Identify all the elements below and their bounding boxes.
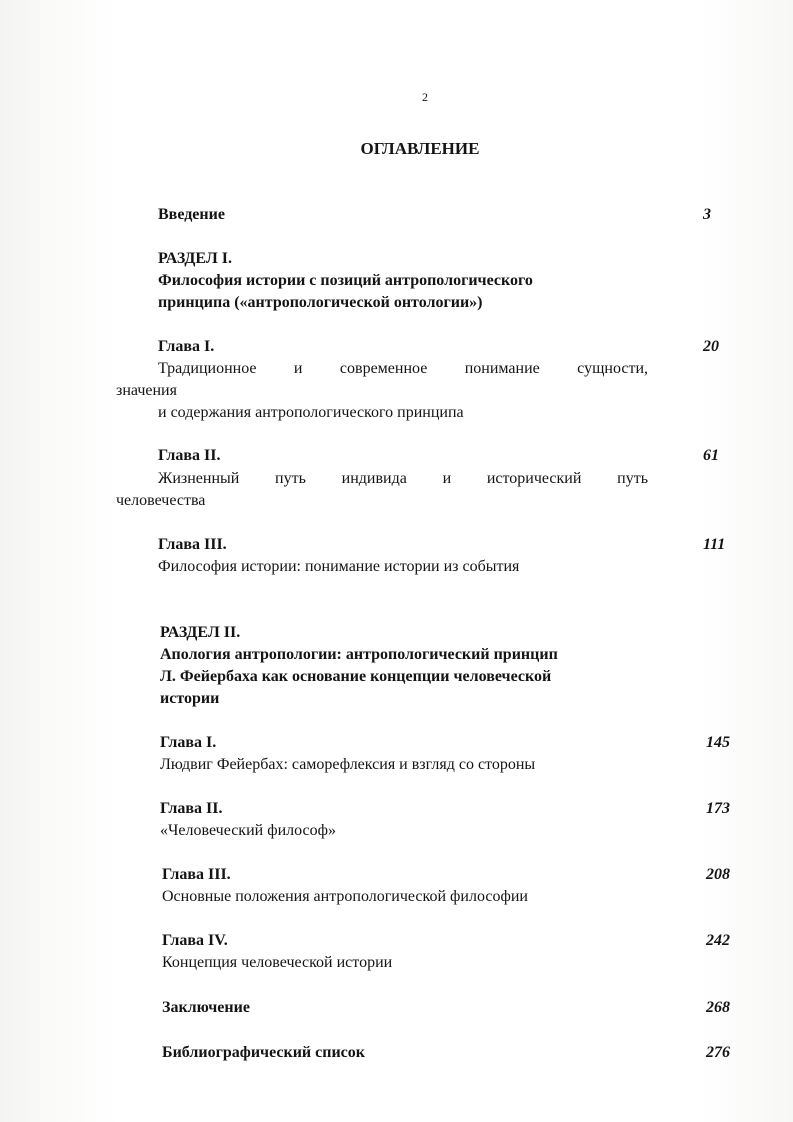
chapter-page: 20 xyxy=(703,338,719,355)
chapter-title-line: «Человеческий философ» xyxy=(160,822,336,839)
section-2-heading: РАЗДЕЛ II. xyxy=(160,624,241,641)
page-number: 2 xyxy=(422,90,428,104)
toc-bibliography-page: 276 xyxy=(706,1044,730,1061)
section-1-heading: РАЗДЕЛ I. xyxy=(158,250,232,267)
chapter-label: Глава I. xyxy=(158,338,215,355)
toc-conclusion-page: 268 xyxy=(706,999,730,1016)
chapter-title-line: человечества xyxy=(116,492,206,509)
chapter-page: 173 xyxy=(706,800,730,817)
chapter-title-line: Жизненный путь индивида и исторический путь xyxy=(158,470,648,487)
chapter-page: 61 xyxy=(703,447,719,464)
toc-conclusion-label: Заключение xyxy=(162,999,250,1016)
section-1-title-line: Философия истории с позиций антропологического xyxy=(158,272,533,289)
chapter-title-line: Традиционное и современное понимание сущности, xyxy=(158,360,648,377)
chapter-title-line: Философия истории: понимание истории из события xyxy=(158,558,520,575)
chapter-page: 208 xyxy=(706,866,730,883)
chapter-label: Глава I. xyxy=(160,734,217,751)
chapter-label: Глава II. xyxy=(160,800,223,817)
section-1-title-line: принципа («антропологической онтологии») xyxy=(158,294,483,311)
chapter-page: 242 xyxy=(706,932,730,949)
chapter-label: Глава II. xyxy=(158,447,221,464)
chapter-title-line: Основные положения антропологической философии xyxy=(162,888,528,905)
toc-introduction-page: 3 xyxy=(703,206,711,223)
chapter-page: 111 xyxy=(703,536,726,553)
page-title: ОГЛАВЛЕНИЕ xyxy=(360,139,480,158)
chapter-label: Глава III. xyxy=(162,866,231,883)
chapter-title-line: Людвиг Фейербах: саморефлексия и взгляд со стороны xyxy=(160,756,536,773)
chapter-label: Глава IV. xyxy=(162,932,228,949)
chapter-title-line: значения xyxy=(116,382,177,399)
section-2-title-line: Л. Фейербаха как основание концепции человеческой xyxy=(160,668,552,685)
chapter-title-line: Концепция человеческой истории xyxy=(162,954,393,971)
toc-introduction-label: Введение xyxy=(158,206,225,223)
chapter-page: 145 xyxy=(706,734,730,751)
chapter-title-line: и содержания антропологического принципа xyxy=(158,404,464,421)
toc-bibliography-label: Библиографический список xyxy=(162,1044,365,1061)
section-2-title-line: истории xyxy=(160,690,220,707)
chapter-label: Глава III. xyxy=(158,536,227,553)
section-2-title-line: Апология антропологии: антропологический принцип xyxy=(160,646,558,663)
